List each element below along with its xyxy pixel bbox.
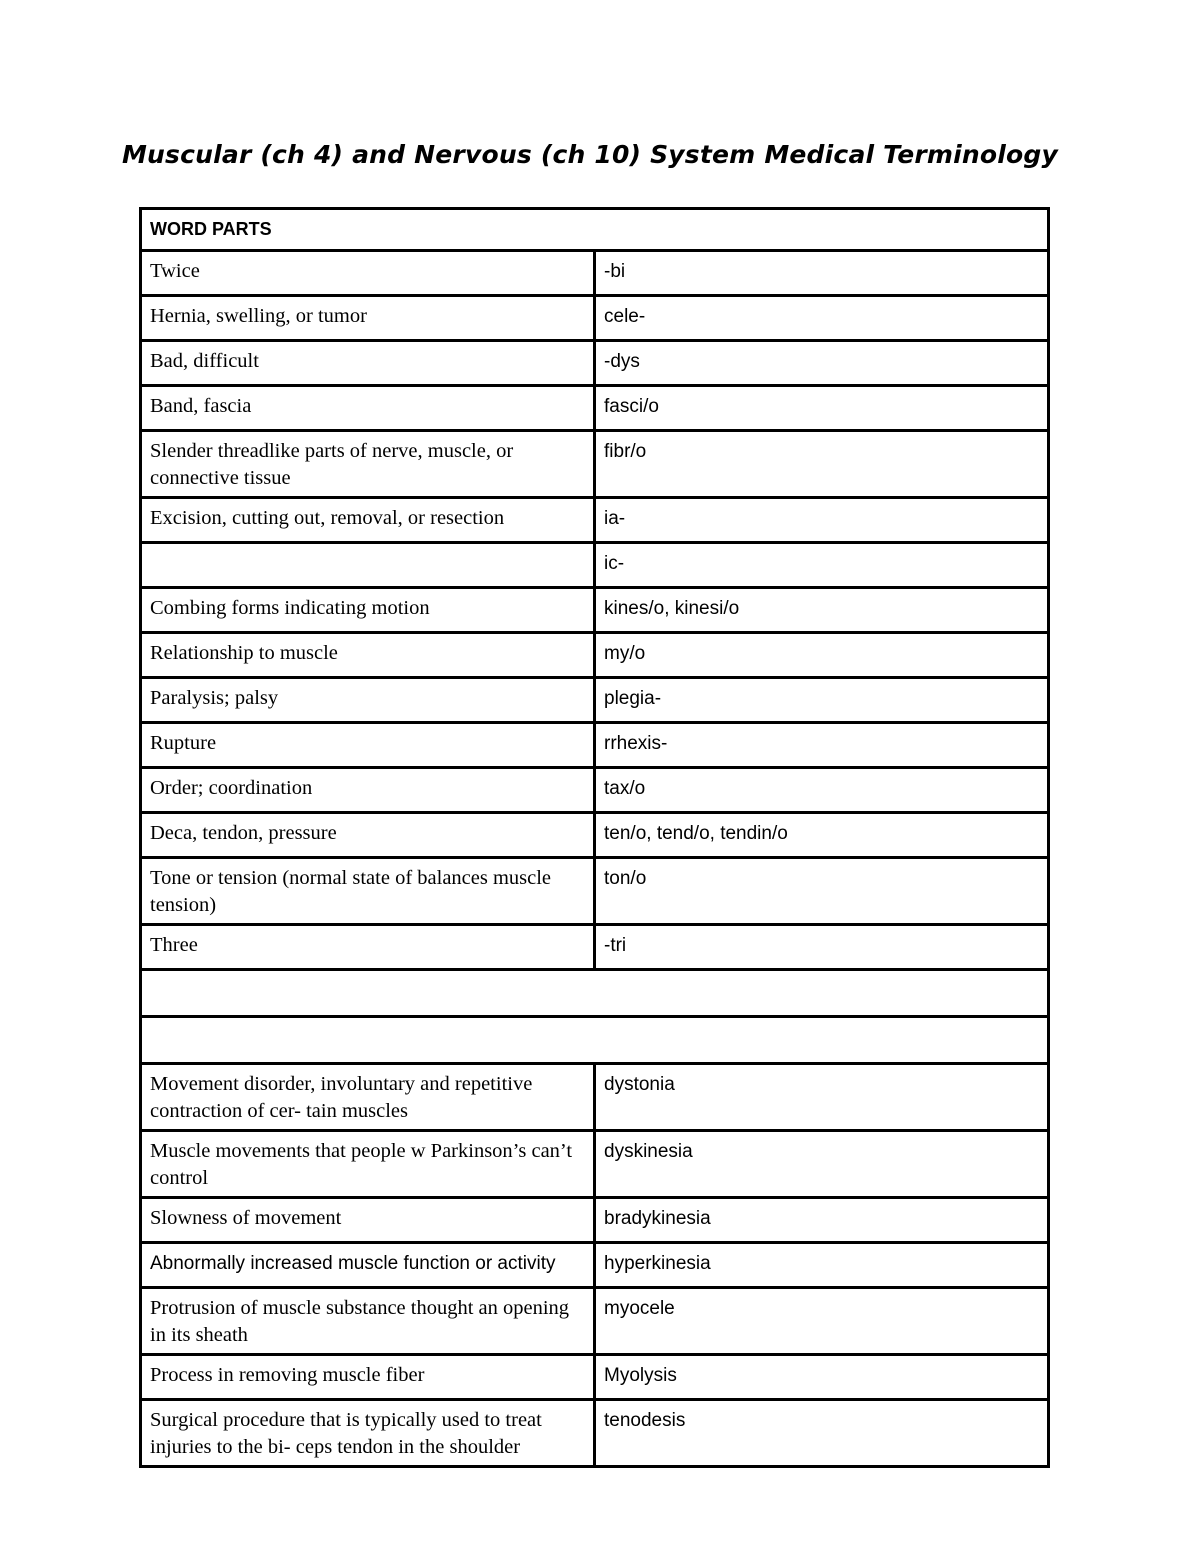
terminology-table — [139, 207, 1050, 1468]
definition-cell: Order; coordination — [141, 768, 595, 813]
definition-cell: Paralysis; palsy — [141, 678, 595, 723]
term-cell: ten/o, tend/o, tendin/o — [595, 813, 1049, 858]
term-cell: -bi — [595, 251, 1049, 296]
definition-cell: Muscle movements that people w Parkinson’s can’t control — [141, 1131, 595, 1198]
definition-cell: Rupture — [141, 723, 595, 768]
term-cell: hyperkinesia — [595, 1243, 1049, 1288]
section-heading: WORD PARTS — [141, 209, 1049, 251]
term-cell: ia- — [595, 498, 1049, 543]
table-row — [141, 296, 1049, 341]
blank-row — [141, 970, 1049, 1017]
term-cell: cele- — [595, 296, 1049, 341]
term-cell: -dys — [595, 341, 1049, 386]
table-row — [141, 633, 1049, 678]
term-cell: my/o — [595, 633, 1049, 678]
definition-cell: Process in removing muscle fiber — [141, 1355, 595, 1400]
term-cell: dystonia — [595, 1064, 1049, 1131]
blank-cell — [141, 1017, 1049, 1064]
table-row — [141, 431, 1049, 498]
table-row — [141, 768, 1049, 813]
table-row — [141, 813, 1049, 858]
definition-cell: Slender threadlike parts of nerve, muscle, or connective tissue — [141, 431, 595, 498]
table-row — [141, 678, 1049, 723]
definition-cell — [141, 543, 595, 588]
term-cell: fibr/o — [595, 431, 1049, 498]
definition-cell: Movement disorder, involuntary and repetitive contraction of cer- tain muscles — [141, 1064, 595, 1131]
table-row — [141, 251, 1049, 296]
definition-cell: Twice — [141, 251, 595, 296]
section-header-row — [141, 209, 1049, 251]
term-cell: Myolysis — [595, 1355, 1049, 1400]
definition-cell: Excision, cutting out, removal, or resection — [141, 498, 595, 543]
table-row — [141, 1131, 1049, 1198]
definition-cell: Protrusion of muscle substance thought an opening in its sheath — [141, 1288, 595, 1355]
term-cell: bradykinesia — [595, 1198, 1049, 1243]
blank-row — [141, 1017, 1049, 1064]
definition-cell: Band, fascia — [141, 386, 595, 431]
definition-cell: Bad, difficult — [141, 341, 595, 386]
term-cell: plegia- — [595, 678, 1049, 723]
term-cell: myocele — [595, 1288, 1049, 1355]
term-cell: dyskinesia — [595, 1131, 1049, 1198]
definition-cell: Hernia, swelling, or tumor — [141, 296, 595, 341]
table-row — [141, 1400, 1049, 1467]
table-row — [141, 588, 1049, 633]
table-row — [141, 1355, 1049, 1400]
table-row — [141, 1288, 1049, 1355]
term-cell: ton/o — [595, 858, 1049, 925]
table-row — [141, 341, 1049, 386]
definition-cell: Slowness of movement — [141, 1198, 595, 1243]
definition-cell: Deca, tendon, pressure — [141, 813, 595, 858]
table-row — [141, 858, 1049, 925]
term-cell: ic- — [595, 543, 1049, 588]
table-row — [141, 1064, 1049, 1131]
term-cell: rrhexis- — [595, 723, 1049, 768]
blank-cell — [141, 970, 1049, 1017]
definition-cell: Three — [141, 925, 595, 970]
definition-cell: Abnormally increased muscle function or activity — [141, 1243, 595, 1288]
table-row — [141, 1198, 1049, 1243]
table-row — [141, 723, 1049, 768]
definition-cell: Tone or tension (normal state of balances muscle tension) — [141, 858, 595, 925]
term-cell: fasci/o — [595, 386, 1049, 431]
term-cell: kines/o, kinesi/o — [595, 588, 1049, 633]
table-row — [141, 498, 1049, 543]
term-cell: tax/o — [595, 768, 1049, 813]
table-row — [141, 543, 1049, 588]
definition-cell: Relationship to muscle — [141, 633, 595, 678]
table-row — [141, 925, 1049, 970]
page-title: Muscular (ch 4) and Nervous (ch 10) System Medical Terminology — [121, 140, 1059, 169]
definition-cell: Surgical procedure that is typically used to treat injuries to the bi- ceps tendon in the shoulder — [141, 1400, 595, 1467]
term-cell: -tri — [595, 925, 1049, 970]
table-row — [141, 386, 1049, 431]
definition-cell: Combing forms indicating motion — [141, 588, 595, 633]
term-cell: tenodesis — [595, 1400, 1049, 1467]
table-row — [141, 1243, 1049, 1288]
